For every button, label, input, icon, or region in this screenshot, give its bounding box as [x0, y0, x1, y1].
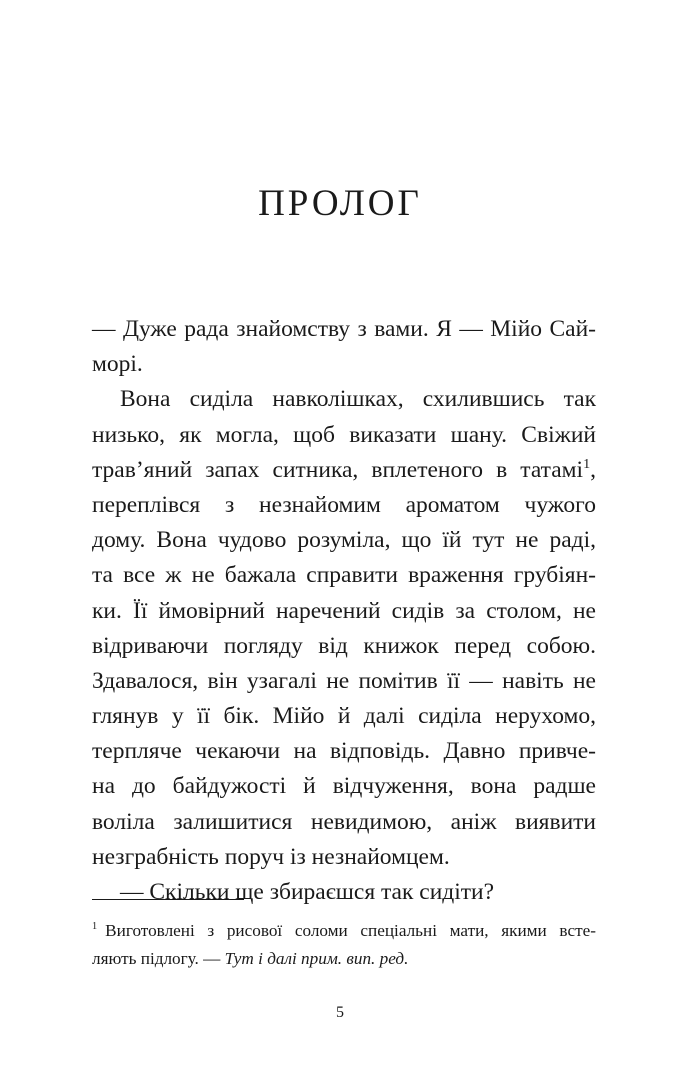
text-line: [92, 840, 596, 875]
text-line: [92, 382, 596, 417]
text-line-content: переплівся з незнайомим ароматом чужого: [92, 491, 596, 518]
text-line-content: відриваючи погляду від книжок перед собою.: [92, 632, 596, 659]
footnote-editor-note: Тут і далі прим. вип. ред.: [224, 949, 409, 968]
text-line-content: незграбність поруч із незнайомцем.: [92, 843, 450, 870]
text-line-content: ки. Її ймовірний наречений сидів за столом, не: [92, 597, 596, 624]
text-line-content: низько, як могла, щоб виказати шану. Свіжий: [92, 421, 596, 448]
text-line: [92, 453, 596, 488]
punctuation: ,: [590, 456, 596, 483]
text-line-content: терпляче чекаючи на відповідь. Давно привче-: [92, 738, 596, 765]
text-line: [92, 629, 596, 664]
text-line: [92, 418, 596, 453]
text-line: [92, 769, 596, 804]
text-line-content: та все ж не бажала справити враження грубіян-: [92, 562, 596, 589]
text-line-content: глянув у її бік. Мійо й далі сиділа нерухомо,: [92, 703, 596, 730]
footnote-divider: [92, 899, 244, 900]
text-line: [92, 805, 596, 840]
text-line-content: трав’яний запах ситника, вплетеного в татамі: [92, 456, 584, 483]
text-line: [92, 664, 596, 699]
text-line: [92, 875, 596, 910]
footnote: [92, 917, 596, 973]
body-text: [92, 312, 596, 910]
text-line: [92, 699, 596, 734]
chapter-title: ПРОЛОГ: [258, 183, 422, 224]
text-line: [92, 523, 596, 558]
footnote-line: [92, 945, 596, 973]
text-line-content: на до байдужості й відчуження, вона радше: [92, 773, 596, 800]
text-line-content: Вона сиділа навколішках, схилившись так: [120, 386, 596, 413]
text-line: [92, 347, 596, 382]
text-line: [92, 594, 596, 629]
text-line: [92, 558, 596, 593]
page-number: 5: [336, 1004, 344, 1021]
text-line-content: — Скільки ще збираєшся так сидіти?: [120, 879, 495, 905]
text-line-content: воліла залишитися невидимою, аніж виявити: [92, 808, 596, 835]
text-line: [92, 488, 596, 523]
text-line: [92, 734, 596, 769]
footnote-number: 1: [92, 921, 98, 933]
footnote-reference: 1: [583, 455, 591, 472]
footnote-text: ляють підлогу. —: [92, 949, 225, 968]
footnote-line: [92, 917, 596, 945]
text-line-content: Здавалося, він узагалі не помітив її — навіть не: [92, 667, 596, 694]
text-line-content: — Дуже рада знайомству з вами. Я — Мійо Сай-: [92, 316, 596, 342]
text-line-content: морі.: [92, 351, 143, 378]
footnote-text: Виготовлені з рисової соломи спеціальні мати, якими вcте-: [105, 921, 596, 940]
text-line: [92, 312, 596, 347]
text-line-content: дому. Вона чудово розуміла, що їй тут не раді,: [92, 527, 596, 554]
